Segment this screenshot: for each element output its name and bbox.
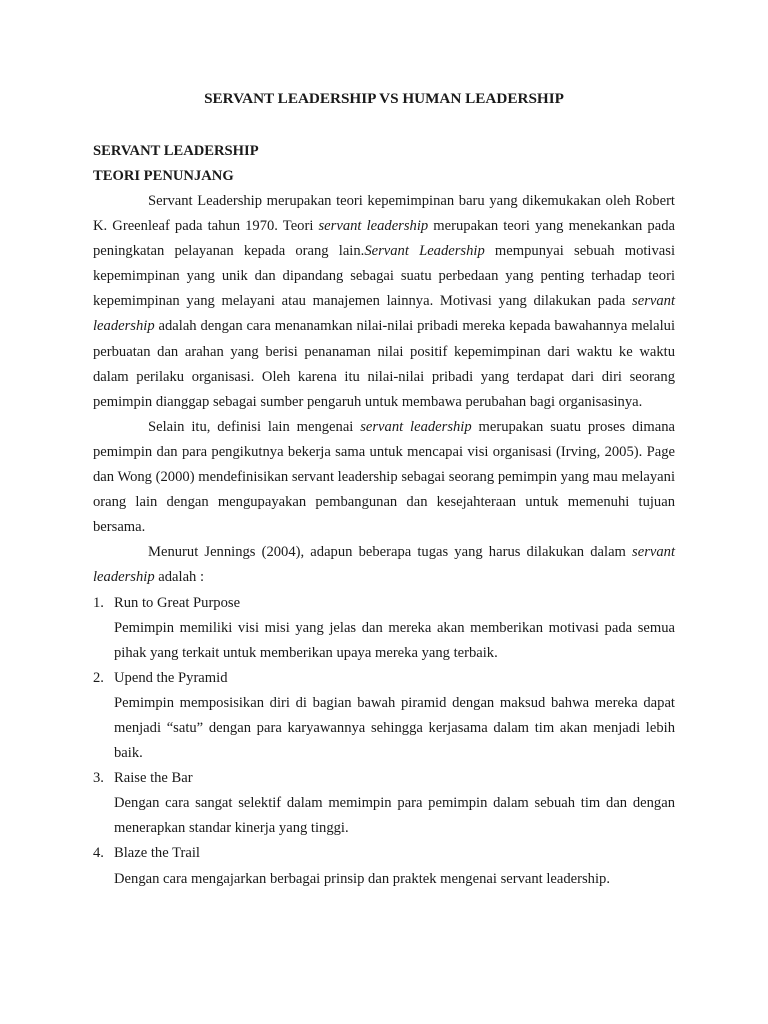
paragraph-1-italic-term: servant leadership: [93, 293, 675, 335]
list-item-title: Raise the Bar: [114, 770, 193, 787]
subsection-heading: TEORI PENUNJANG: [93, 168, 234, 184]
paragraph-1-italic-term: servant leadership: [318, 218, 429, 235]
document-title: SERVANT LEADERSHIP VS HUMAN LEADERSHIP: [204, 90, 564, 107]
list-item: [93, 841, 675, 891]
paragraph-2-text: merupakan suatu proses dimana pemimpin dan para pengikutnya bekerja sama untuk mencapai visi organisasi (Irving, 2005). Page dan Wong (2000) mendefinisikan servant leadership sebagai seorang pemimpin yang mau melayani orang lain dengan mengupayakan pembangunan dan kesejahteraan untuk memenuhi tujuan bersama.: [93, 418, 675, 536]
paragraph-3: [93, 540, 675, 590]
task-list: [93, 591, 675, 892]
list-item: [93, 591, 675, 666]
paragraph-1-text: mempunyai sebuah motivasi kepemimpinan yang unik dan dipandang sebagai suatu perbedaan yang penting terhadap teori kepemimpinan yang melayani atau manajemen lainnya. Motivasi yang dilakukan pada: [93, 243, 675, 310]
list-item-description: Dengan cara mengajarkan berbagai prinsip dan praktek mengenai servant leadership.: [114, 870, 610, 887]
paragraph-1-italic-term: Servant Leadership: [364, 243, 485, 260]
list-item-number: 1.: [93, 594, 104, 611]
paragraph-3-text: Menurut Jennings (2004), adapun beberapa tugas yang harus dilakukan dalam: [148, 544, 633, 561]
list-item-title: Blaze the Trail: [114, 845, 200, 862]
list-item-description: Dengan cara sangat selektif dalam memimpin para pemimpin dalam sebuah tim dan dengan menerapkan standar kinerja yang tinggi.: [114, 795, 675, 837]
paragraph-1-text: adalah dengan cara menanamkan nilai-nilai pribadi mereka kepada bawahannya melalui perbuatan dan arahan yang berisi penanaman nilai positif kepemimpinan dari waktu ke waktu dalam perilaku organisasi. Oleh karena itu nilai-nilai pribadi yang terdapat dari diri seorang pemimpin dianggap sebagai sumber pengaruh untuk membawa perubahan bagi organisasinya.: [93, 318, 675, 410]
paragraph-2-italic-term: servant leadership: [360, 418, 472, 435]
paragraph-1: [93, 189, 675, 415]
paragraph-3-text: adalah :: [154, 569, 205, 586]
list-item-number: 2.: [93, 669, 104, 686]
paragraph-2-text: Selain itu, definisi lain mengenai: [148, 418, 361, 435]
section-heading: SERVANT LEADERSHIP: [93, 143, 259, 159]
list-item-title: Upend the Pyramid: [114, 669, 228, 686]
paragraph-2: [93, 415, 675, 540]
list-item: [93, 766, 675, 841]
list-item-description: Pemimpin memposisikan diri di bagian bawah piramid dengan maksud bahwa mereka dapat menjadi “satu” dengan para karyawannya sehingga kerjasama dalam tim akan menjadi lebih baik.: [114, 694, 675, 762]
list-item-description: Pemimpin memiliki visi misi yang jelas dan mereka akan memberikan motivasi pada semua pihak yang terkait untuk memberikan upaya mereka yang terbaik.: [114, 619, 675, 661]
document-page: [93, 86, 675, 892]
list-item-title: Run to Great Purpose: [114, 594, 241, 611]
list-item: [93, 666, 675, 766]
list-item-number: 3.: [93, 770, 104, 787]
paragraph-3-italic-term: servant leadership: [93, 544, 675, 586]
paragraph-1-text: Servant Leadership merupakan teori kepemimpinan baru yang dikemukakan oleh Robert K. Greenleaf pada tahun 1970. Teori: [93, 193, 675, 235]
list-item-number: 4.: [93, 845, 104, 862]
paragraph-1-text: merupakan teori yang menekankan pada peningkatan pelayanan kepada orang lain.: [93, 218, 675, 260]
